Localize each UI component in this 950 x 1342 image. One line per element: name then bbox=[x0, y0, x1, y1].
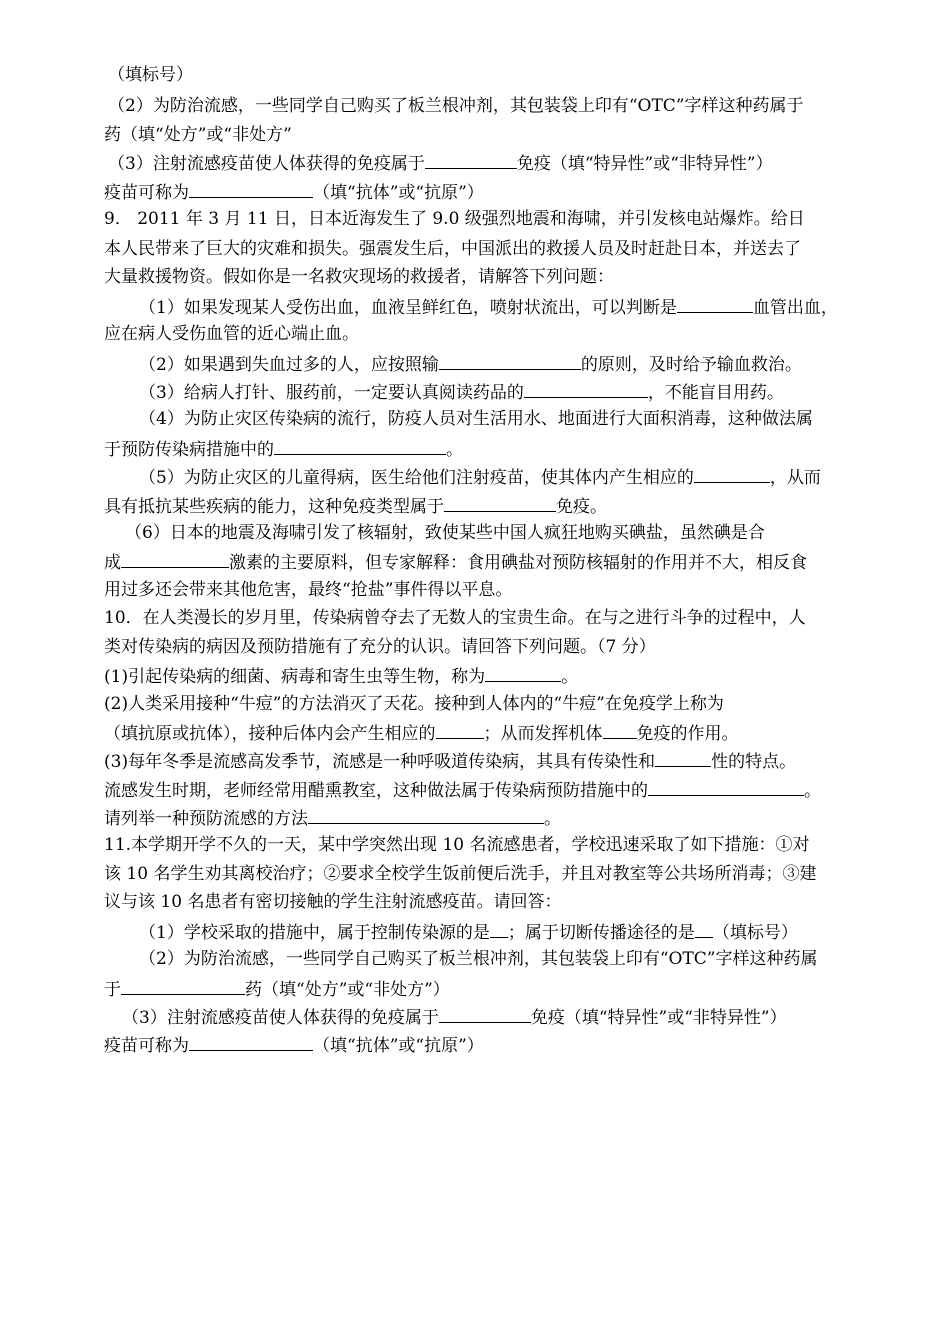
answer-blank[interactable] bbox=[425, 151, 517, 169]
text-line: 药（填“处方”或“非处方” bbox=[104, 125, 292, 145]
text-line: 于预防传染病措施中的 。 bbox=[104, 437, 463, 461]
question-9-heading: 9． 2011 年 3 月 11 日，日本近海发生了 9.0 级强烈地震和海啸，并引发核电站爆炸。给日 bbox=[104, 209, 805, 229]
text-line: 该 10 名学生劝其离校治疗；②要求全校学生饭前便后洗手，并且对教室等公共场所消毒；③建 bbox=[104, 864, 817, 884]
answer-blank[interactable] bbox=[439, 352, 581, 370]
text-line: （4）为防止灾区传染病的流行，防疫人员对生活用水、地面进行大面积消毒，这种做法属 bbox=[139, 409, 813, 429]
answer-blank[interactable] bbox=[694, 465, 770, 483]
question-11-heading: 11.本学期开学不久的一天，某中学突然出现 10 名流感患者，学校迅速采取了如下措施：①对 bbox=[104, 835, 810, 855]
answer-blank[interactable] bbox=[490, 920, 508, 938]
answer-blank[interactable] bbox=[603, 721, 637, 739]
answer-blank[interactable] bbox=[274, 437, 446, 455]
text-line: 应在病人受伤血管的近心端止血。 bbox=[104, 324, 359, 344]
text-line: 疫苗可称为 （填“抗体”或“抗原”） bbox=[104, 1033, 484, 1057]
answer-blank[interactable] bbox=[189, 180, 313, 198]
text-line: （2）为防治流感，一些同学自己购买了板兰根冲剂，其包装袋上印有“OTC”字样这种药属 bbox=[139, 949, 818, 969]
text-line: 请列举一种预防流感的方法 。 bbox=[104, 806, 561, 830]
answer-blank[interactable] bbox=[655, 749, 711, 767]
answer-blank[interactable] bbox=[444, 494, 556, 512]
text-line: （3）注射流感疫苗使人体获得的免疫属于 免疫（填“特异性”或“非特异性”） bbox=[122, 1005, 787, 1029]
text-line: 疫苗可称为 （填“抗体”或“抗原”） bbox=[104, 180, 484, 204]
answer-blank[interactable] bbox=[121, 550, 229, 568]
text-line: （3）注射流感疫苗使人体获得的免疫属于 免疫（填“特异性”或“非特异性”） bbox=[108, 151, 773, 175]
text-line: （填标号） bbox=[108, 65, 193, 85]
answer-blank[interactable] bbox=[121, 977, 245, 995]
text-line: 用过多还会带来其他危害，最终“抢盐”事件得以平息。 bbox=[104, 580, 513, 600]
text-line: （5）为防止灾区的儿童得病，医生给他们注射疫苗，使其体内产生相应的 ，从而 bbox=[139, 465, 821, 489]
text-line: 具有抵抗某些疾病的能力，这种免疫类型属于 免疫。 bbox=[104, 494, 607, 518]
answer-blank[interactable] bbox=[189, 1033, 313, 1051]
text-line: (2)人类采用接种“牛痘”的方法消灭了天花。接种到人体内的“牛痘”在免疫学上称为 bbox=[104, 694, 724, 714]
answer-blank[interactable] bbox=[695, 920, 713, 938]
text-line: 议与该 10 名患者有密切接触的学生注射流感疫苗。请回答： bbox=[104, 892, 562, 912]
text-line: （6）日本的地震及海啸引发了核辐射，致使某些中国人疯狂地购买碘盐，虽然碘是合 bbox=[125, 523, 765, 543]
answer-blank[interactable] bbox=[439, 1005, 531, 1023]
question-10-heading: 10．在人类漫长的岁月里，传染病曾夺去了无数人的宝贵生命。在与之进行斗争的过程中，人 bbox=[104, 608, 806, 628]
text-line: 成 激素的主要原料，但专家解释：食用碘盐对预防核辐射的作用并不大，相反食 bbox=[104, 550, 807, 574]
answer-blank[interactable] bbox=[524, 380, 648, 398]
text-line: (1)引起传染病的细菌、病毒和寄生虫等生物，称为 。 bbox=[104, 664, 578, 688]
answer-blank[interactable] bbox=[648, 778, 804, 796]
text-line: （3）给病人打针、服药前，一定要认真阅读药品的 ，不能盲目用药。 bbox=[139, 380, 784, 404]
text-line: （1）如果发现某人受伤出血，血液呈鲜红色，喷射状流出，可以判断是 血管出血， bbox=[139, 295, 838, 319]
text-line: 类对传染病的病因及预防措施有了充分的认识。请回答下列问题。（7 分） bbox=[104, 637, 656, 657]
text-line: 于 药（填“处方”或“非处方”） bbox=[104, 977, 450, 1001]
text-line: （填抗原或抗体），接种后体内会产生相应的 ；从而发挥机体 免疫的作用。 bbox=[104, 721, 739, 745]
text-line: 流感发生时期，老师经常用醋熏教室，这种做法属于传染病预防措施中的 。 bbox=[104, 778, 821, 802]
text-line: （1）学校采取的措施中，属于控制传染源的是 ；属于切断传播途径的是 （填标号） bbox=[139, 920, 798, 944]
answer-blank[interactable] bbox=[436, 721, 484, 739]
text-line: 大量救援物资。假如你是一名救灾现场的救援者，请解答下列问题： bbox=[104, 267, 614, 287]
text-line: （2）为防治流感，一些同学自己购买了板兰根冲剂，其包装袋上印有“OTC”字样这种药属于 bbox=[108, 96, 804, 116]
text-line: （2）如果遇到失血过多的人，应按照输 的原则，及时给予输血救治。 bbox=[139, 352, 802, 376]
answer-blank[interactable] bbox=[308, 806, 544, 824]
answer-blank[interactable] bbox=[485, 664, 561, 682]
text-line: (3)每年冬季是流感高发季节，流感是一种呼吸道传染病，其具有传染性和 性的特点。 bbox=[104, 749, 796, 773]
text-line: 本人民带来了巨大的灾难和损失。强震发生后，中国派出的救援人员及时赶赴日本，并送去了 bbox=[104, 239, 801, 259]
answer-blank[interactable] bbox=[677, 295, 753, 313]
